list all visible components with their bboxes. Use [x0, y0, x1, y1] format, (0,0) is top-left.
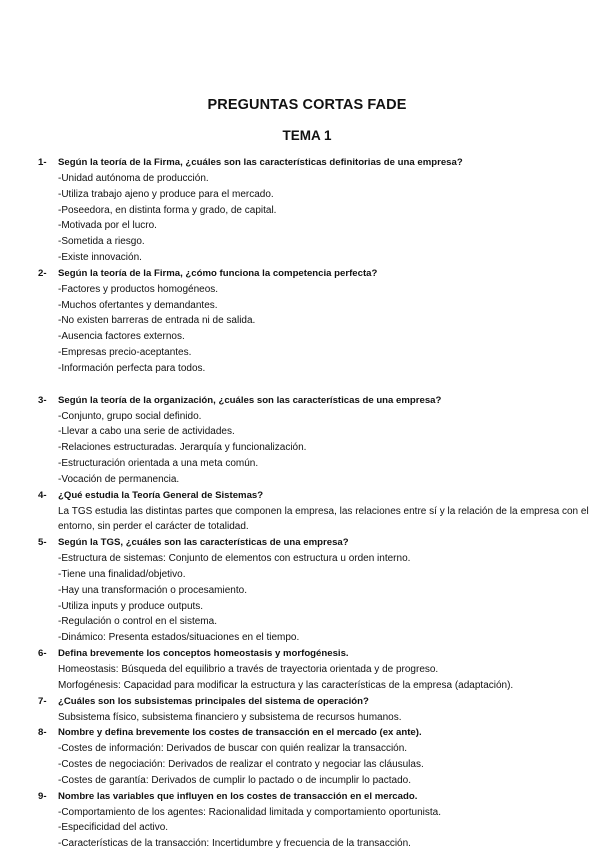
answer-line: -Muchos ofertantes y demandantes.	[58, 299, 218, 311]
document-title: PREGUNTAS CORTAS FADE	[207, 97, 407, 113]
question-item	[38, 646, 608, 694]
question-text: Según la TGS, ¿cuáles son las características de una empresa?	[58, 537, 349, 549]
question-item	[38, 488, 608, 536]
answer-line: -Características de la transacción: Incertidumbre y frecuencia de la transacción.	[58, 838, 411, 850]
answer-line: -Comportamiento de los agentes: Racionalidad limitada y comportamiento oportunista.	[58, 806, 441, 818]
answer-line: -Motivada por el lucro.	[58, 220, 157, 232]
question-number: 4-	[38, 489, 47, 501]
question-text: Según la teoría de la Firma, ¿cómo funciona la competencia perfecta?	[58, 267, 378, 279]
answer-line: -Ausencia factores externos.	[58, 331, 185, 343]
question-item	[38, 535, 608, 646]
answer-line: -Hay una transformación o procesamiento.	[58, 584, 247, 596]
answer-line: Homeostasis: Búsqueda del equilibrio a través de trayectoria orientada y de progreso.	[58, 664, 439, 675]
answer-line: -Estructura de sistemas: Conjunto de elementos con estructura u orden interno.	[58, 553, 411, 565]
question-list	[38, 155, 608, 852]
answer-line: -Sometida a riesgo.	[58, 236, 145, 248]
question-number: 1-	[38, 157, 47, 168]
answer-line: -Llevar a cabo una serie de actividades.	[58, 426, 235, 438]
question-number: 8-	[38, 727, 47, 739]
question-item	[38, 694, 608, 726]
answer-line: -Poseedora, en distinta forma y grado, de capital.	[58, 204, 277, 216]
answer-line: -Empresas precio-aceptantes.	[58, 347, 192, 359]
answer-line: -Tiene una finalidad/objetivo.	[58, 568, 186, 580]
question-item	[38, 725, 608, 788]
answer-line: -Utiliza inputs y produce outputs.	[58, 600, 204, 612]
answer-line: -Existe innovación.	[58, 252, 142, 264]
question-number: 5-	[38, 537, 47, 549]
question-text: Nombre y defina brevemente los costes de transacción en el mercado (ex ante).	[58, 727, 422, 739]
question-text: Nombre las variables que influyen en los costes de transacción en el mercado.	[58, 790, 418, 802]
answer-line: -Información perfecta para todos.	[58, 362, 206, 374]
answer-line: -Relaciones estructuradas. Jerarquía y funcionalización.	[58, 442, 307, 454]
question-item	[38, 266, 608, 377]
answer-line: -Utiliza trabajo ajeno y produce para el mercado.	[58, 188, 274, 200]
question-text: Defina brevemente los conceptos homeostasis y morfogénesis.	[58, 648, 349, 660]
answer-line: -Especificidad del activo.	[58, 822, 169, 834]
document-subtitle: TEMA 1	[282, 128, 332, 143]
answer-line: La TGS estudia las distintas partes que componen la empresa, las relaciones entre sí y la relación de la empresa con el entorno, sin perder el carácter de totalidad.	[58, 505, 589, 533]
answer-line: -Estructuración orientada a una meta común.	[58, 458, 259, 470]
answer-line: -Regulación o control en el sistema.	[58, 616, 217, 628]
answer-line: -Costes de garantía: Derivados de cumplir lo pactado o de incumplir lo pactado.	[58, 774, 411, 786]
question-text: Según la teoría de la organización, ¿cuáles son las características de una empresa?	[58, 394, 442, 406]
answer-line: -Unidad autónoma de producción.	[58, 172, 209, 184]
question-text: ¿Qué estudia la Teoría General de Sistemas?	[58, 489, 264, 501]
answer-line: -Vocación de permanencia.	[58, 473, 180, 485]
question-item	[38, 155, 608, 266]
question-item	[38, 789, 608, 852]
question-item	[38, 393, 608, 488]
question-number: 9-	[38, 790, 47, 802]
question-number: 3-	[38, 394, 47, 406]
answer-line: Subsistema físico, subsistema financiero y subsistema de recursos humanos.	[58, 711, 402, 723]
answer-line: -Costes de negociación: Derivados de realizar el contrato y negociar las cláusulas.	[58, 759, 424, 771]
answer-line: -Conjunto, grupo social definido.	[58, 410, 202, 422]
answer-line: -Costes de información: Derivados de buscar con quién realizar la transacción.	[58, 743, 408, 755]
answer-line: -Dinámico: Presenta estados/situaciones en el tiempo.	[58, 632, 300, 644]
question-text: Según la teoría de la Firma, ¿cuáles son las características definitorias de una empresa?	[58, 157, 463, 168]
answer-line: -No existen barreras de entrada ni de salida.	[58, 315, 256, 327]
question-text: ¿Cuáles son los subsistemas principales del sistema de operación?	[58, 695, 369, 707]
question-number: 2-	[38, 267, 47, 279]
question-number: 6-	[38, 648, 47, 660]
answer-line: -Factores y productos homogéneos.	[58, 283, 219, 295]
answer-line: Morfogénesis: Capacidad para modificar la estructura y las características de la empresa (adaptación).	[58, 679, 514, 691]
question-number: 7-	[38, 695, 47, 707]
